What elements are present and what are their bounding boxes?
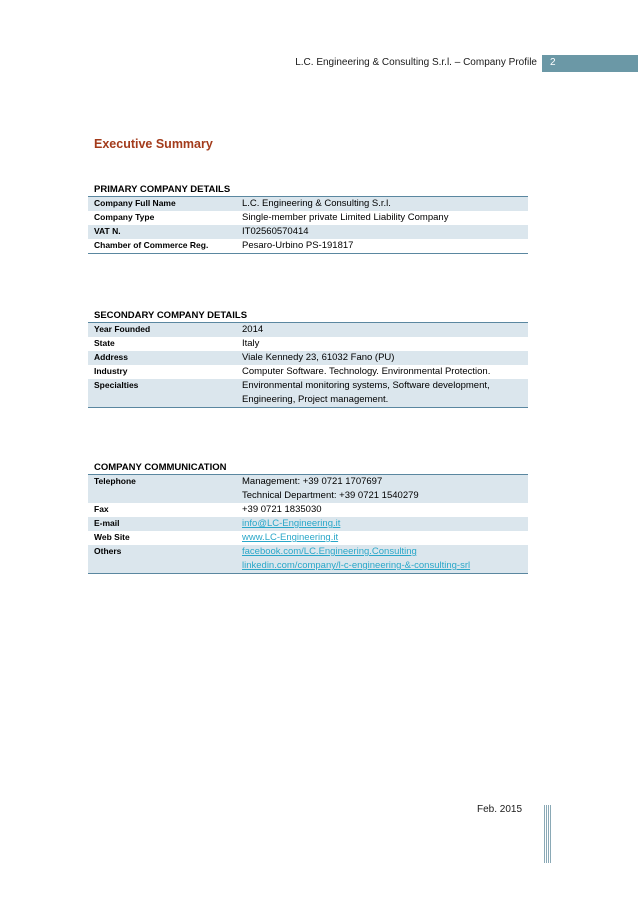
row-label: Company Full Name <box>94 198 176 208</box>
row-value: IT02560570414 <box>242 226 309 237</box>
row-value: Pesaro-Urbino PS-191817 <box>242 240 354 251</box>
primary-details-table <box>88 183 528 254</box>
table-row <box>88 337 528 351</box>
row-value: Italy <box>242 338 260 349</box>
section-heading: COMPANY COMMUNICATION <box>88 461 528 475</box>
page-number-badge <box>542 55 638 72</box>
row-value: 2014 <box>242 324 264 335</box>
table-row <box>88 365 528 379</box>
row-label: Address <box>94 352 129 362</box>
table-row <box>88 531 528 545</box>
table-row <box>88 379 528 408</box>
page-title: Executive Summary <box>94 137 213 151</box>
row-value: Computer Software. Technology. Environmental Protection. <box>242 366 491 377</box>
table-row <box>88 351 528 365</box>
row-label: E-mail <box>94 518 120 528</box>
row-label: State <box>94 338 115 348</box>
page-number: 2 <box>550 57 556 68</box>
row-label: VAT N. <box>94 226 121 236</box>
table-row <box>88 545 528 574</box>
row-link[interactable]: facebook.com/LC.Engineering.Consulting <box>242 546 417 557</box>
row-label: Company Type <box>94 212 155 222</box>
section-heading: PRIMARY COMPANY DETAILS <box>88 183 528 197</box>
row-label: Industry <box>94 366 128 376</box>
table-row <box>88 475 528 503</box>
table-row <box>88 517 528 531</box>
row-value: Engineering, Project management. <box>242 394 389 405</box>
row-label: Fax <box>94 504 109 514</box>
row-label: Web Site <box>94 532 130 542</box>
row-value: Management: +39 0721 1707697 <box>242 476 383 487</box>
row-link[interactable]: linkedin.com/company/l-c-engineering-&-consulting-srl <box>242 560 471 571</box>
secondary-details-table <box>88 309 528 408</box>
row-label: Telephone <box>94 476 136 486</box>
row-value: Technical Department: +39 0721 1540279 <box>242 490 419 501</box>
footer-decoration <box>544 805 552 863</box>
row-value: L.C. Engineering & Consulting S.r.l. <box>242 198 391 209</box>
table-row <box>88 239 528 254</box>
table-row <box>88 197 528 211</box>
row-label: Year Founded <box>94 324 151 334</box>
row-link[interactable]: www.LC-Engineering.it <box>242 532 339 543</box>
table-row <box>88 211 528 225</box>
row-value: Environmental monitoring systems, Software development, <box>242 380 490 391</box>
row-link[interactable]: info@LC-Engineering.it <box>242 518 341 529</box>
row-label: Specialties <box>94 380 139 390</box>
footer-date: Feb. 2015 <box>477 804 523 815</box>
header-title: L.C. Engineering & Consulting S.r.l. – Company Profile <box>295 57 537 68</box>
company-communication-table <box>88 461 528 574</box>
row-label: Chamber of Commerce Reg. <box>94 240 209 250</box>
row-value: Single-member private Limited Liability Company <box>242 212 449 223</box>
row-label: Others <box>94 546 122 556</box>
table-row <box>88 225 528 239</box>
row-value: +39 0721 1835030 <box>242 504 322 515</box>
row-value: Viale Kennedy 23, 61032 Fano (PU) <box>242 352 395 363</box>
table-row <box>88 503 528 517</box>
section-heading: SECONDARY COMPANY DETAILS <box>88 309 528 323</box>
table-row <box>88 323 528 337</box>
